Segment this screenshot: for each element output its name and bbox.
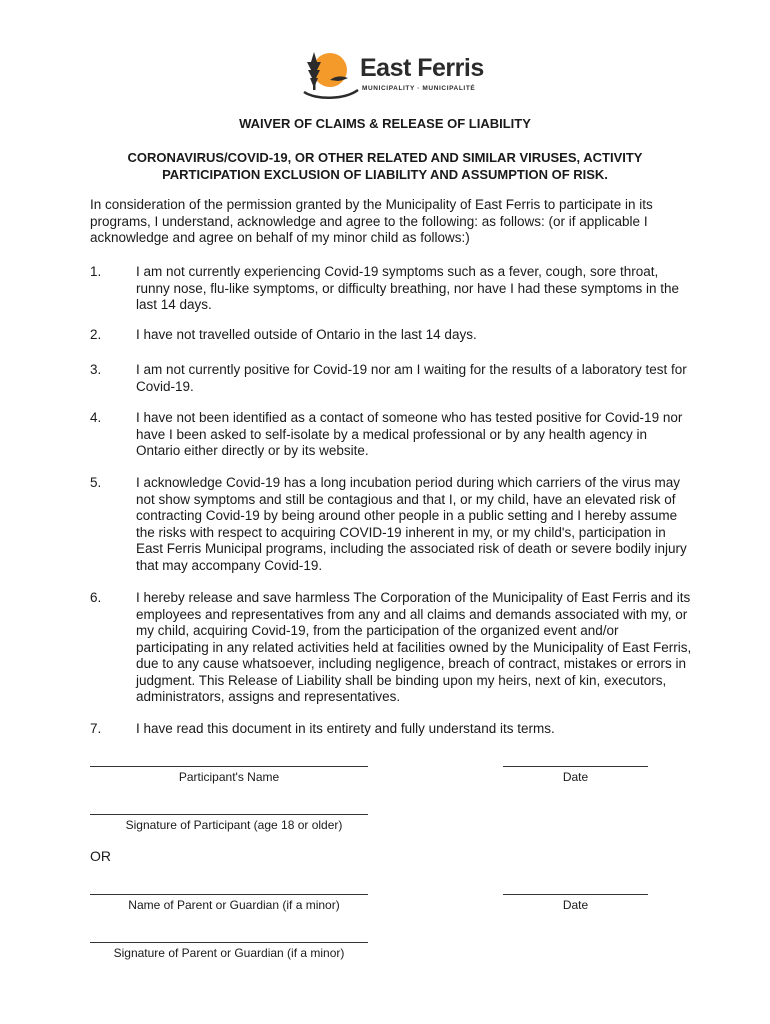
item-text: I hereby release and save harmless The Corporation of the Municipality of East Ferris and its employees and representatives from any and all claims and demands associated with my, or my child, acquiring Covid-19, from the participation of the organized event and/or participating in any related activities held at facilities owned by the Municipality of East Ferris, due to any cause whatsoever, including negligence, breach of contract, mistakes or errors in judgment. This Release of Liability shall be binding upon my heirs, next of kin, executors, administrators, assigns and representatives. [136, 590, 692, 704]
or-separator: OR [90, 848, 111, 864]
document-title: WAIVER OF CLAIMS & RELEASE OF LIABILITY [239, 116, 531, 131]
sun-tree-loon-icon [300, 48, 360, 100]
participant-signature-label: Signature of Participant (age 18 or older) [125, 818, 343, 832]
participant-name-line[interactable] [90, 766, 368, 767]
item-number: 3. [90, 362, 102, 377]
item-text: I have read this document in its entirety and fully understand its terms. [136, 721, 555, 736]
item-text: I am not currently positive for Covid-19 nor am I waiting for the results of a laboratory test for Covid-19. [136, 362, 687, 394]
east-ferris-logo [300, 44, 484, 104]
participant-signature-line[interactable] [90, 814, 368, 815]
participant-date-line[interactable] [503, 766, 648, 767]
guardian-name-label: Name of Parent or Guardian (if a minor) [128, 898, 340, 912]
guardian-signature-label: Signature of Parent or Guardian (if a minor) [113, 946, 345, 960]
item-number: 6. [90, 590, 102, 605]
logo-name: East Ferris [360, 54, 484, 82]
item-number: 1. [90, 264, 102, 279]
item-text: I acknowledge Covid-19 has a long incubation period during which carriers of the virus may not show symptoms and still be contagious and that I, or my child, have an elevated risk of contracting Covid-19 by being around other people in a public setting and I hereby assume the risks with respect to acquiring COVID-19 inherent in my, or my child's, participation in East Ferris Municipal programs, including the associated risk of death or severe bodily injury that may accompany Covid-19. [136, 475, 687, 573]
guardian-date-label: Date [562, 898, 589, 912]
item-number: 4. [90, 410, 102, 425]
guardian-signature-line[interactable] [90, 942, 368, 943]
guardian-name-line[interactable] [90, 894, 368, 895]
participant-date-label: Date [562, 770, 589, 784]
logo-tagline: MUNICIPALITY · MUNICIPALITÉ [362, 85, 476, 92]
item-number: 2. [90, 327, 102, 342]
guardian-date-line[interactable] [503, 894, 648, 895]
participant-name-label: Participant's Name [178, 770, 280, 784]
document-subtitle: CORONAVIRUS/COVID-19, OR OTHER RELATED AND SIMILAR VIRUSES, ACTIVITY PARTICIPATION EXCLUSION OF LIABILITY AND ASSUMPTION OF RISK. [127, 150, 643, 182]
item-text: I have not been identified as a contact of someone who has tested positive for Covid-19 nor have I been asked to self-isolate by a medical professional or by any health agency in Ontario either directly or by its website. [136, 410, 683, 458]
item-number: 7. [90, 721, 102, 736]
item-number: 5. [90, 475, 102, 490]
item-text: I have not travelled outside of Ontario in the last 14 days. [136, 327, 477, 342]
intro-paragraph: In consideration of the permission granted by the Municipality of East Ferris to participate in its programs, I understand, acknowledge and agree to the following: as follows: (or if applicable I acknowledge and agree on behalf of my minor child as follows:) [90, 197, 653, 245]
item-text: I am not currently experiencing Covid-19 symptoms such as a fever, cough, sore throat, runny nose, flu-like symptoms, or difficulty breathing, nor have I had these symptoms in the last 14 days. [136, 264, 680, 312]
